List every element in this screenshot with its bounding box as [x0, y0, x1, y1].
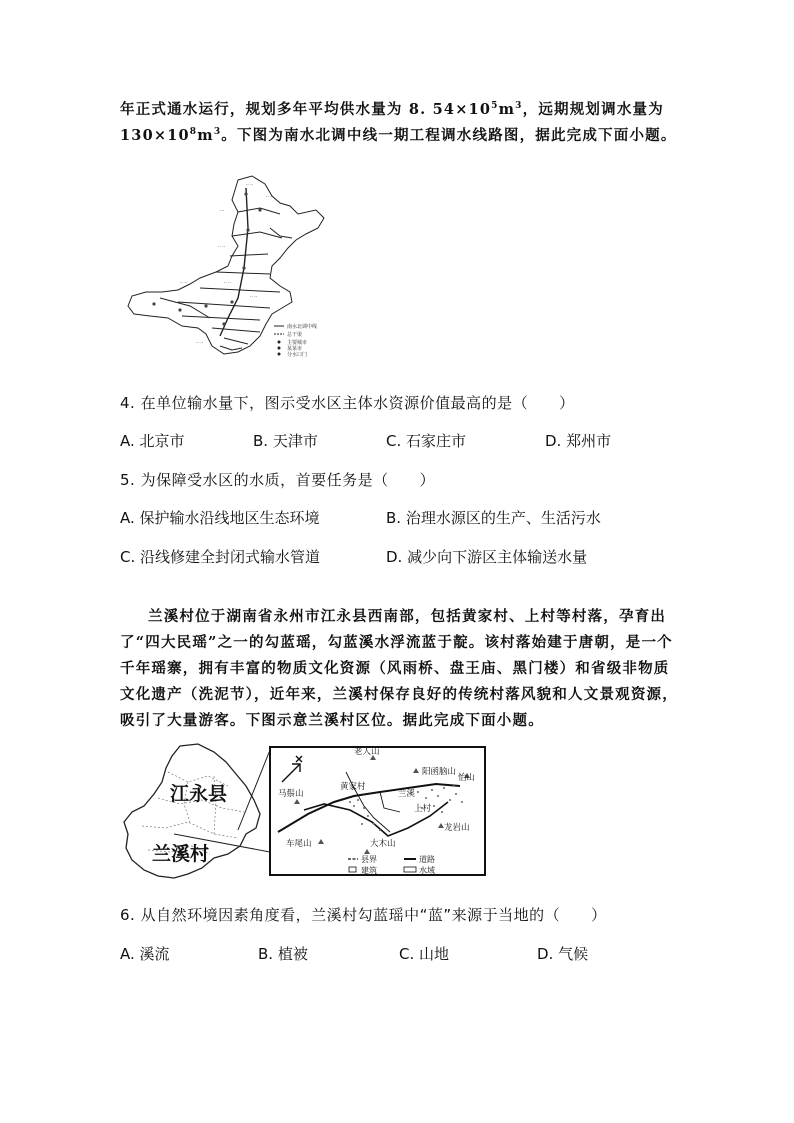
- map1-legend-2: 总干渠: [287, 332, 303, 338]
- question-6-stem: 6. 从自然环境因素角度看，兰溪村勾蓝瑶中“蓝”来源于当地的（ ）: [120, 906, 607, 924]
- q5-option-c[interactable]: C. 沿线修建全封闭式输水管道: [120, 548, 321, 566]
- passage2-line-3: 千年瑶寨，拥有丰富的物质文化资源（风雨桥、盘王庙、黑门楼）和省级非物质: [120, 660, 670, 677]
- place-yishan: 怡山: [458, 773, 476, 783]
- place-yanghannaoshan: 阳函脑山: [422, 767, 457, 777]
- lanxi-location-map: [118, 742, 490, 882]
- passage2-line-2: 了“四大民瑶”之一的勾蓝瑶，勾蓝溪水浮流蓝于靛。该村落始建于唐朝，是一个: [120, 634, 673, 651]
- legend-road: 道路: [419, 855, 435, 864]
- question-5-stem: 5. 为保障受水区的水质，首要任务是（ ）: [120, 471, 436, 489]
- q5-option-a[interactable]: A. 保护输水沿线地区生态环境: [120, 509, 320, 527]
- svg-text:···: ···: [220, 209, 225, 214]
- legend-water: 水域: [419, 866, 435, 875]
- village-label: 兰溪村: [152, 843, 210, 865]
- place-lanxi: 兰溪: [398, 789, 416, 799]
- place-shangcun: 上村: [414, 804, 432, 814]
- place-mazongshan: 马鬃山: [278, 789, 304, 799]
- q5-option-b[interactable]: B. 治理水源区的生产、生活污水: [386, 509, 601, 527]
- q6-option-d[interactable]: D. 气候: [537, 945, 589, 963]
- q6-option-b[interactable]: B. 植被: [258, 945, 308, 963]
- q6-option-c[interactable]: C. 山地: [399, 945, 450, 963]
- place-cheweishan: 车尾山: [286, 839, 312, 849]
- svg-text:·· ··: ·· ··: [250, 295, 258, 300]
- svg-text:·· ··: ·· ··: [180, 281, 188, 286]
- passage2-line-4: 文化遗产（洗泥节），近年来，兰溪村保存良好的传统村落风貌和人文景观资源，: [120, 686, 678, 703]
- q5-option-d[interactable]: D. 减少向下游区主体输送水量: [386, 548, 588, 566]
- svg-text:·· ··: ·· ··: [218, 245, 226, 250]
- svg-text:·· ··: ·· ··: [224, 281, 232, 286]
- q4-option-c[interactable]: C. 石家庄市: [386, 432, 467, 450]
- place-longyanshan: 龙岩山: [444, 823, 470, 833]
- passage2-line-1: 兰溪村位于湖南省永州市江永县西南部，包括黄家村、上村等村落，孕育出: [148, 608, 667, 625]
- q6-option-a[interactable]: A. 溪流: [120, 945, 170, 963]
- map1-legend-1: 南水北调中线: [287, 324, 318, 330]
- svg-text:·· ··: ·· ··: [266, 195, 274, 200]
- intro-line-1: 年正式通水运行，规划多年平均供水量为 8. $54\times 10^5m^3$，远期规划调水量为: [120, 101, 664, 118]
- intro-line-2: $130\times 10^8m^3$。下图为南水北调中线一期工程调水线路图，据此完成下面小题。: [120, 127, 677, 144]
- legend-county-border: 县界: [361, 855, 377, 864]
- q4-option-d[interactable]: D. 郑州市: [545, 432, 612, 450]
- svg-text:·· ··: ·· ··: [196, 341, 204, 346]
- svg-text:·· ··: ·· ··: [246, 183, 254, 188]
- map1-legend-5: 分水口门: [287, 352, 308, 358]
- place-damushan: 大木山: [370, 839, 396, 849]
- county-label: 江永县: [170, 783, 228, 805]
- water-diversion-map: [120, 168, 335, 363]
- place-huangjiacun: 黄家村: [340, 782, 366, 792]
- map1-legend-4: 某某市: [287, 346, 303, 352]
- q4-option-a[interactable]: A. 北京市: [120, 432, 185, 450]
- passage2-line-5: 吸引了大量游客。下图示意兰溪村区位。据此完成下面小题。: [120, 712, 544, 729]
- place-laorenshan: 老人山: [354, 747, 380, 757]
- legend-building: 建筑: [361, 866, 377, 875]
- question-4-stem: 4. 在单位输水量下，图示受水区主体水资源价值最高的是（ ）: [120, 394, 575, 412]
- map1-legend-3: 主要城市: [287, 340, 308, 346]
- q4-option-b[interactable]: B. 天津市: [253, 432, 318, 450]
